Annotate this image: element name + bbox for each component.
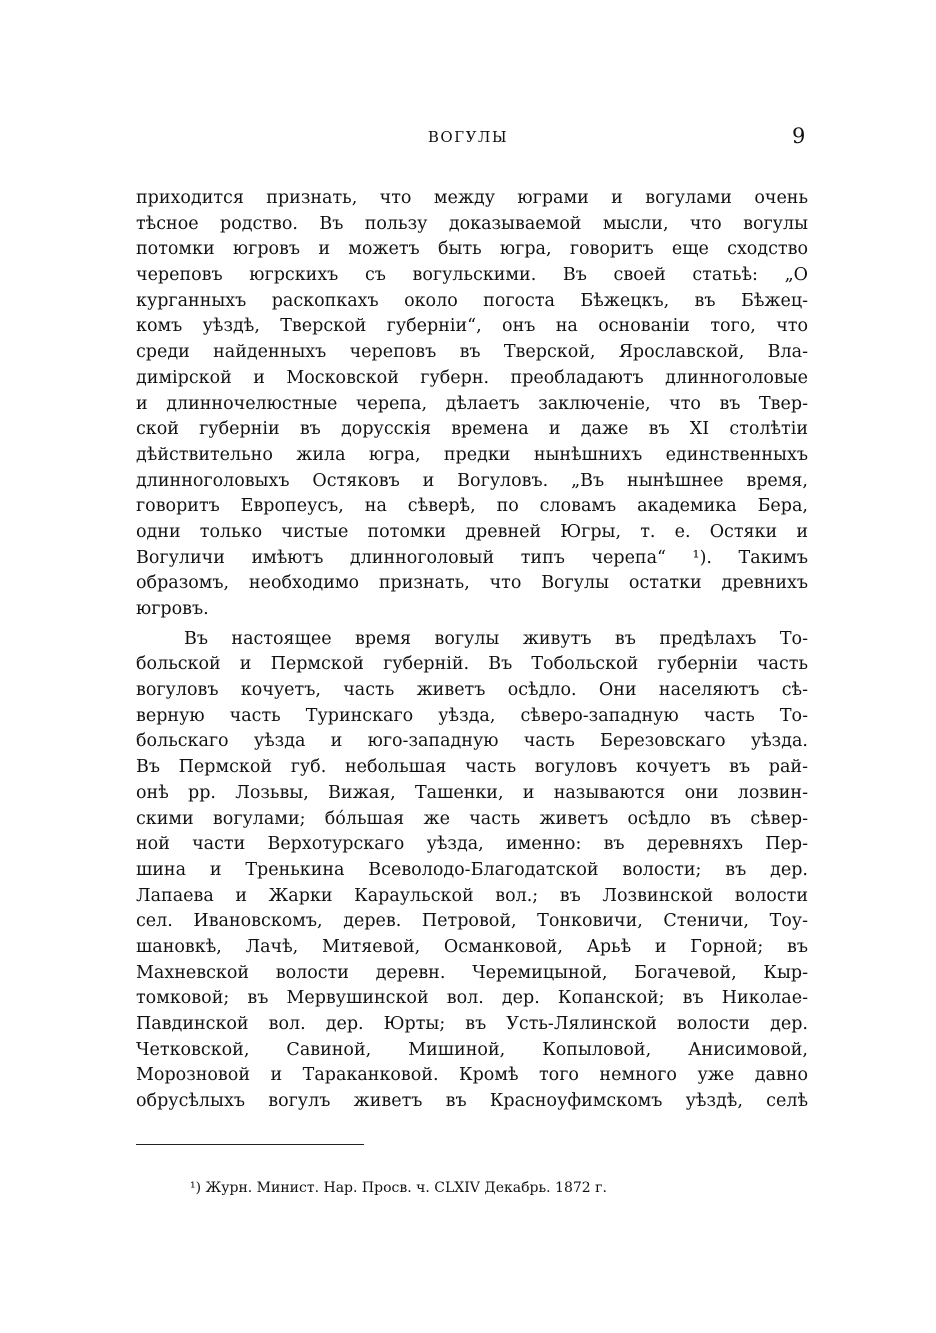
- text-line: череповъ югрскихъ съ вогульскими. Въ своей статьѣ: „О: [136, 265, 808, 286]
- text-line: Вогуличи имѣютъ длинноголовый типъ черепа“ ¹). Такимъ: [136, 547, 808, 568]
- text-line: скими вогулами; бóльшая же часть живетъ осѣдло въ сѣвер-: [136, 808, 808, 829]
- text-line: онѣ рр. Лозьвы, Вижая, Ташенки, и называются они лозвин-: [136, 782, 808, 803]
- text-line: приходится признать, что между юграми и вогулами очень: [136, 188, 808, 208]
- text-line: вогуловъ кочуетъ, часть живетъ осѣдло. Они населяютъ сѣ-: [136, 680, 808, 701]
- text-line: и длинночелюстные черепа, дѣлаетъ заключеніе, что въ Твер-: [136, 393, 808, 414]
- text-line: тѣсное родство. Въ пользу доказываемой мысли, что вогулы: [136, 213, 808, 234]
- paragraph-1: [136, 186, 808, 623]
- text-line: Махневской волости деревн. Черемицыной, Богачевой, Кыр-: [136, 962, 808, 983]
- text-line: ской губерніи въ дорусскія времена и даже въ XI столѣтіи: [136, 419, 808, 440]
- text-line: югровъ.: [136, 599, 209, 619]
- text-line: одни только чистые потомки древней Югры, т. е. Остяки и: [136, 521, 808, 542]
- text-line: больскаго уѣзда и юго-западную часть Березовскаго уѣзда.: [136, 731, 808, 752]
- text-line: сел. Ивановскомъ, дерев. Петровой, Тонковичи, Стеничи, Тоу-: [136, 911, 808, 932]
- text-line: ной части Верхотурскаго уѣзда, именно: въ деревняхъ Пер-: [136, 834, 808, 855]
- paragraph-2: [136, 627, 808, 1115]
- text-line: обрусѣлыхъ вогулъ живетъ въ Красноуфимскомъ уѣздѣ, селѣ: [136, 1091, 808, 1112]
- text-line: длинноголовыхъ Остяковъ и Вогуловъ. „Въ нынѣшнее время,: [136, 470, 808, 491]
- text-line: говоритъ Европеусъ, на сѣверѣ, по словамъ академика Бера,: [136, 496, 808, 517]
- text-line: Павдинской вол. дер. Юрты; въ Усть-Лялинской волости дер.: [136, 1014, 808, 1034]
- text-line: Въ Пермской губ. небольшая часть вогуловъ кочуетъ въ рай-: [136, 757, 808, 778]
- body-text: [136, 186, 808, 1115]
- page-number: 9: [792, 124, 806, 148]
- text-line: димірской и Московской губерн. преобладаютъ длинноголовые: [136, 367, 808, 388]
- text-line: верную часть Туринскаго уѣзда, сѣверо-западную часть То-: [136, 705, 808, 726]
- footnote-divider: [136, 1144, 364, 1145]
- text-line: образомъ, необходимо признать, что Вогулы остатки древнихъ: [136, 573, 808, 594]
- text-line: шановкѣ, Лачѣ, Митяевой, Османковой, Арьѣ и Горной; въ: [136, 936, 808, 957]
- text-line: Въ настоящее время вогулы живутъ въ предѣлахъ То-: [184, 628, 808, 649]
- text-line: курганныхъ раскопкахъ около погоста Бѣжецкъ, въ Бѣжец-: [136, 290, 808, 311]
- text-line: Четковской, Савиной, Мишиной, Копыловой, Анисимовой,: [136, 1039, 808, 1060]
- text-line: шина и Тренькина Всеволодо-Благодатской волости; въ дер.: [136, 859, 808, 880]
- text-line: потомки югровъ и можетъ быть югра, говоритъ еще сходство: [136, 239, 808, 260]
- text-line: среди найденныхъ череповъ въ Тверской, Ярославской, Вла-: [136, 342, 808, 363]
- text-line: томковой; въ Мервушинской вол. дер. Копанской; въ Николае-: [136, 988, 808, 1009]
- running-header-title: ВОГУЛЫ: [427, 128, 509, 146]
- text-line: дѣйствительно жила югра, предки нынѣшнихъ единственныхъ: [136, 444, 808, 465]
- text-line: комъ уѣздѣ, Тверской губерніи“, онъ на основаніи того, что: [136, 316, 808, 337]
- text-line: больской и Пермской губерній. Въ Тобольской губерніи часть: [136, 654, 808, 675]
- text-line: Морозновой и Тараканковой. Кромѣ того немного уже давно: [136, 1065, 808, 1086]
- footnote: ¹) Журн. Минист. Нар. Просв. ч. CLXIV Декабрь. 1872 г.: [190, 1180, 607, 1196]
- text-line: Лапаева и Жарки Караульской вол.; въ Лозвинской волости: [136, 885, 808, 906]
